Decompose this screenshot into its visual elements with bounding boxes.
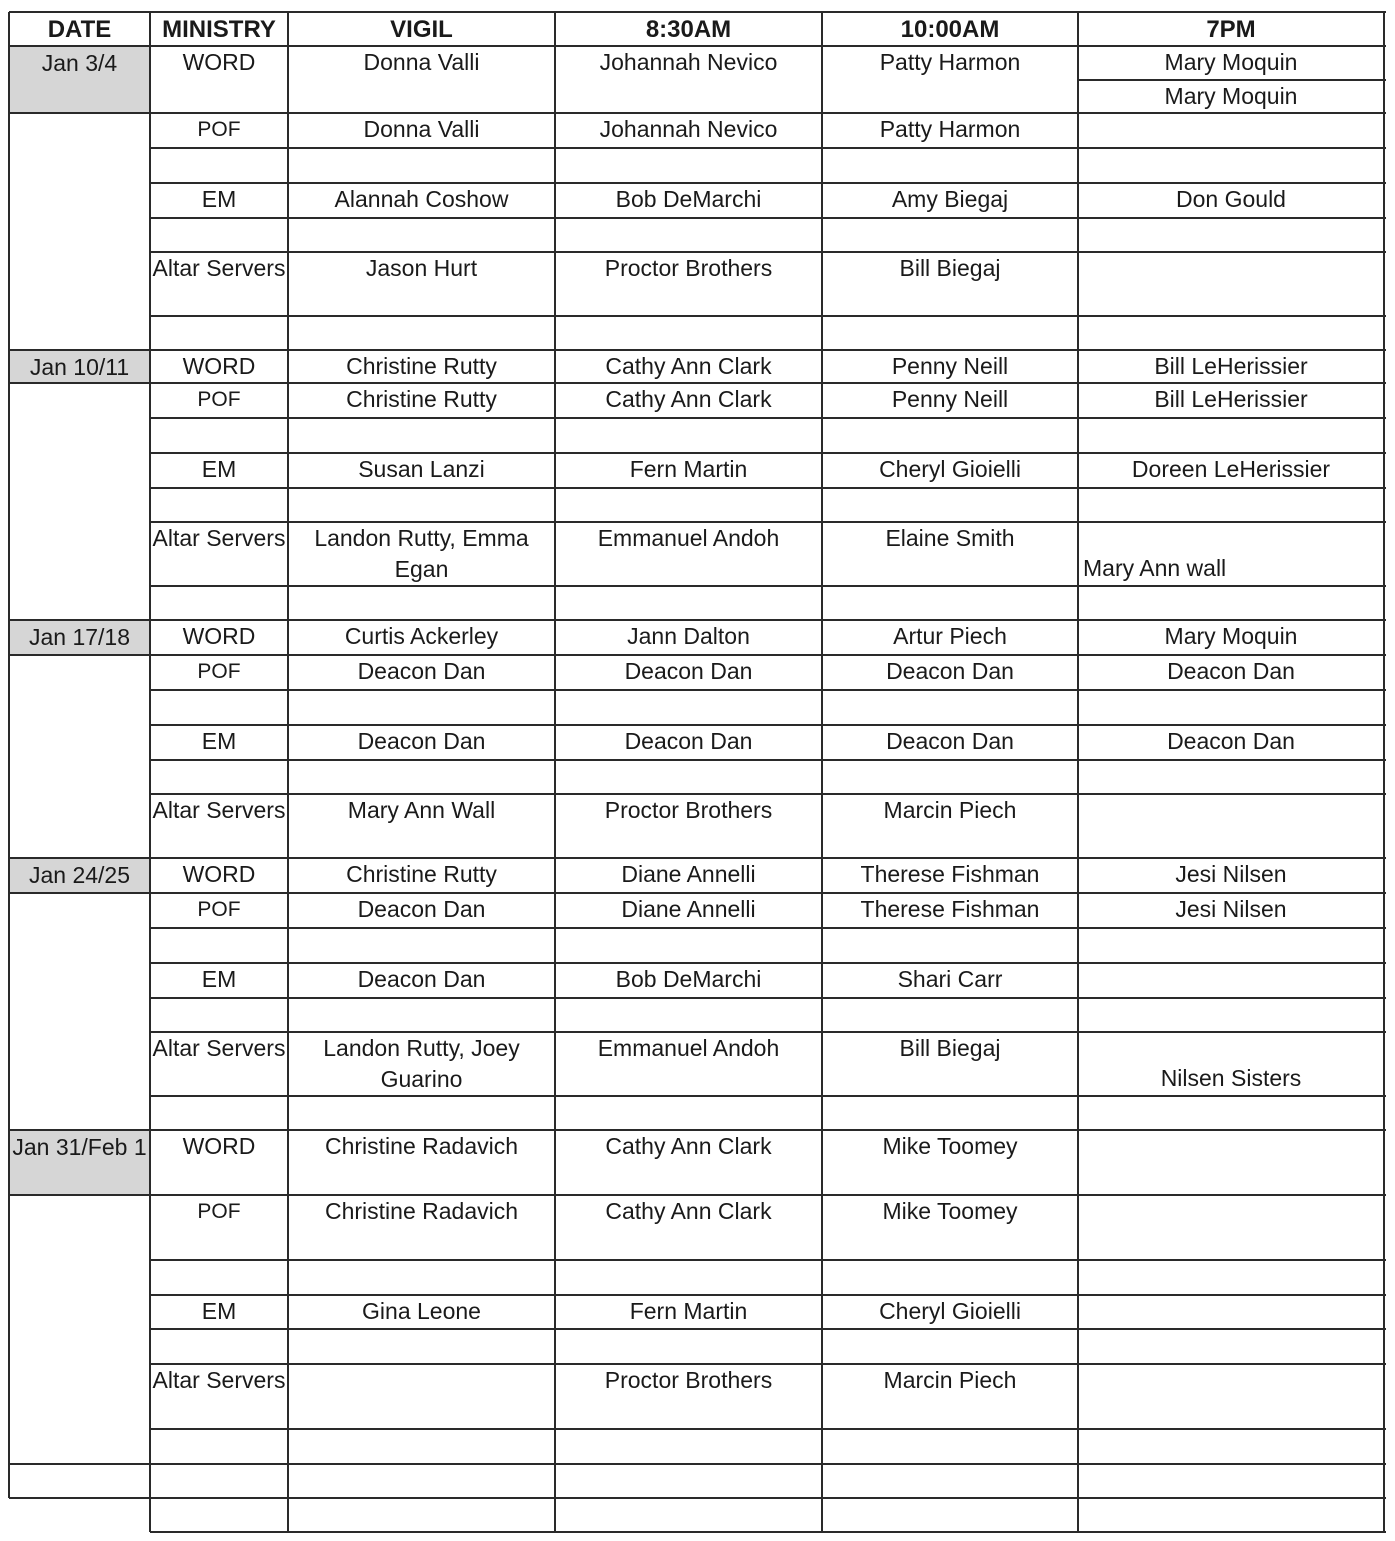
1000am-cell: Penny Neill: [891, 353, 1009, 379]
table-rule: [8, 12, 10, 1498]
830am-cell: Fern Martin: [629, 456, 748, 482]
table-rule: [150, 112, 1386, 114]
table-rule: [150, 585, 1386, 587]
830am-cell: Cathy Ann Clark: [605, 353, 772, 379]
table-rule: [9, 654, 152, 656]
830am-cell: Johannah Nevico: [599, 49, 778, 75]
830am-cell: Deacon Dan: [624, 658, 753, 684]
table-rule: [150, 417, 1386, 419]
table-rule: [150, 1095, 1386, 1097]
table-rule: [9, 1129, 1386, 1131]
830am-cell: Proctor Brothers: [604, 255, 773, 281]
vigil-cell: Curtis Ackerley: [344, 623, 499, 649]
7pm-cell: Doreen LeHerissier: [1131, 456, 1331, 482]
ministry-cell: EM: [201, 728, 237, 754]
7pm-cell: Jesi Nilsen: [1175, 861, 1287, 887]
table-rule: [150, 997, 1386, 999]
ministry-cell: WORD: [182, 623, 256, 649]
ministry-cell: Altar Servers: [152, 797, 286, 823]
1000am-cell: Penny Neill: [891, 386, 1009, 412]
table-rule: [150, 315, 1386, 317]
table-rule: [9, 45, 1386, 47]
table-rule: [9, 349, 1386, 351]
vigil-cell: Christine Radavich: [324, 1198, 519, 1224]
table-rule: [1383, 12, 1385, 1532]
vigil-cell: Landon Rutty, Emma Egan: [314, 525, 529, 582]
830am-cell: Bob DeMarchi: [615, 186, 762, 212]
1000am-cell: Marcin Piech: [883, 797, 1017, 823]
column-header-830am: 8:30AM: [645, 15, 732, 43]
vigil-cell: Deacon Dan: [357, 658, 486, 684]
ministry-cell: Altar Servers: [152, 1035, 286, 1061]
table-rule: [150, 1259, 1386, 1261]
ministry-cell: EM: [201, 456, 237, 482]
830am-cell: Deacon Dan: [624, 728, 753, 754]
table-rule: [150, 689, 1386, 691]
table-rule: [150, 1363, 1386, 1365]
830am-cell: Proctor Brothers: [604, 797, 773, 823]
7pm-cell: Don Gould: [1176, 186, 1286, 212]
table-rule: [150, 1031, 1386, 1033]
column-header-1000am: 10:00AM: [900, 15, 1000, 43]
830am-cell: Cathy Ann Clark: [605, 1198, 772, 1224]
table-rule: [150, 1428, 1386, 1430]
vigil-cell: Donna Valli: [363, 116, 480, 142]
7pm-cell: [1078, 1130, 1384, 1195]
1000am-cell: Patty Harmon: [879, 116, 1021, 142]
column-header-ministry: MINISTRY: [162, 15, 276, 43]
date-cell: Jan 3/4: [9, 47, 150, 112]
vigil-cell: Christine Rutty: [346, 353, 497, 379]
1000am-cell: Mike Toomey: [882, 1198, 1018, 1224]
ministry-cell: Altar Servers: [152, 255, 286, 281]
7pm-cell: Deacon Dan: [1167, 728, 1295, 754]
table-rule: [150, 452, 1386, 454]
ministry-cell: Altar Servers: [152, 1367, 286, 1393]
table-rule: [150, 521, 1386, 523]
ministry-cell: WORD: [182, 861, 256, 887]
table-rule: [9, 1194, 152, 1196]
ministry-cell: POF: [197, 898, 241, 921]
1000am-cell: Patty Harmon: [879, 49, 1021, 75]
830am-cell: Emmanuel Andoh: [597, 525, 780, 551]
830am-cell: Diane Annelli: [621, 896, 756, 922]
table-rule: [9, 1497, 1386, 1499]
7pm-cell: Mary Moquin: [1164, 49, 1298, 75]
1000am-cell: Bill Biegaj: [899, 255, 1001, 281]
table-rule: [9, 1463, 1386, 1465]
1000am-cell: Therese Fishman: [860, 861, 1040, 887]
1000am-cell: Cheryl Gioielli: [879, 456, 1021, 482]
7pm-cell: [1078, 794, 1384, 858]
table-rule: [150, 147, 1386, 149]
1000am-cell: Bill Biegaj: [899, 1035, 1001, 1061]
7pm-cell: Deacon Dan: [1167, 658, 1295, 684]
table-rule: [150, 1328, 1386, 1330]
7pm-cell: [1078, 113, 1384, 148]
date-cell: Jan 10/11: [9, 351, 150, 382]
table-rule: [150, 1194, 1386, 1196]
ministry-cell: EM: [201, 1298, 237, 1324]
table-rule: [1077, 12, 1079, 1532]
vigil-cell: [288, 1364, 555, 1429]
table-rule: [150, 487, 1386, 489]
table-rule: [554, 12, 556, 1532]
table-rule: [150, 382, 1386, 384]
vigil-cell: Landon Rutty, Joey Guarino: [323, 1035, 520, 1092]
7pm-cell: Bill LeHerissier: [1154, 353, 1308, 379]
7pm-cell: [1078, 1195, 1384, 1260]
7pm-cell: [1078, 1295, 1384, 1329]
7pm-cell: Mary Moquin: [1164, 623, 1298, 649]
830am-cell: Johannah Nevico: [599, 116, 778, 142]
7pm-cell: Bill LeHerissier: [1154, 386, 1308, 412]
7pm-cell: Jesi Nilsen: [1175, 896, 1287, 922]
table-rule: [9, 11, 1386, 13]
table-rule: [9, 892, 152, 894]
table-rule: [821, 12, 823, 1532]
vigil-cell: Jason Hurt: [365, 255, 478, 281]
column-header-date: DATE: [47, 15, 112, 43]
table-rule: [150, 724, 1386, 726]
1000am-cell: Therese Fishman: [860, 896, 1040, 922]
table-rule: [150, 892, 1386, 894]
1000am-cell: Mike Toomey: [882, 1133, 1018, 1159]
830am-cell: Jann Dalton: [627, 623, 750, 649]
vigil-cell: Gina Leone: [362, 1298, 481, 1324]
7pm-cell: Mary Ann wall: [1083, 555, 1227, 581]
table-rule: [150, 182, 1386, 184]
830am-cell: Fern Martin: [629, 1298, 748, 1324]
table-rule: [9, 382, 152, 384]
table-rule: [287, 12, 289, 1532]
table-rule: [150, 1294, 1386, 1296]
830am-cell: Cathy Ann Clark: [605, 386, 772, 412]
column-header-7pm: 7PM: [1206, 15, 1256, 43]
vigil-cell: Alannah Coshow: [334, 186, 509, 212]
830am-cell: Diane Annelli: [621, 861, 756, 887]
vigil-cell: Christine Rutty: [346, 861, 497, 887]
table-rule: [150, 962, 1386, 964]
table-rule: [150, 251, 1386, 253]
date-cell: Jan 17/18: [9, 621, 150, 654]
7pm-cell: [1078, 1364, 1384, 1429]
7pm-cell: [1078, 963, 1384, 998]
1000am-cell: Artur Piech: [893, 623, 1007, 649]
table-rule: [150, 927, 1386, 929]
table-rule: [149, 12, 151, 1532]
vigil-cell: Mary Ann Wall: [347, 797, 496, 823]
table-rule: [9, 112, 152, 114]
7pm-cell: [1078, 252, 1384, 316]
date-cell: Jan 24/25: [9, 859, 150, 892]
ministry-cell: EM: [201, 186, 237, 212]
1000am-cell: Cheryl Gioielli: [879, 1298, 1021, 1324]
ministry-cell: WORD: [182, 353, 256, 379]
1000am-cell: Shari Carr: [897, 966, 1003, 992]
table-rule: [150, 217, 1386, 219]
830am-cell: Cathy Ann Clark: [605, 1133, 772, 1159]
date-cell: Jan 31/Feb 1: [9, 1131, 150, 1194]
table-rule: [150, 1531, 1386, 1533]
table-rule: [150, 793, 1386, 795]
vigil-cell: Christine Rutty: [346, 386, 497, 412]
vigil-cell: Christine Radavich: [324, 1133, 519, 1159]
vigil-cell: Deacon Dan: [357, 728, 486, 754]
1000am-cell: Amy Biegaj: [891, 186, 1009, 212]
ministry-cell: WORD: [182, 1133, 256, 1159]
vigil-cell: Susan Lanzi: [358, 456, 485, 482]
ministry-cell: POF: [197, 388, 241, 411]
1000am-cell: Marcin Piech: [883, 1367, 1017, 1393]
vigil-cell: Donna Valli: [363, 49, 480, 75]
table-rule: [150, 654, 1386, 656]
table-rule: [1078, 79, 1386, 81]
table-rule: [150, 759, 1386, 761]
1000am-cell: Deacon Dan: [886, 658, 1014, 684]
7pm-cell: Mary Moquin: [1164, 83, 1298, 109]
1000am-cell: Deacon Dan: [886, 728, 1014, 754]
830am-cell: Emmanuel Andoh: [597, 1035, 780, 1061]
830am-cell: Proctor Brothers: [604, 1367, 773, 1393]
ministry-cell: POF: [197, 1200, 241, 1223]
ministry-cell: WORD: [182, 49, 256, 75]
ministry-cell: POF: [197, 660, 241, 683]
vigil-cell: Deacon Dan: [357, 896, 486, 922]
ministry-cell: Altar Servers: [152, 525, 286, 551]
ministry-schedule-table: [9, 12, 1384, 1532]
1000am-cell: Elaine Smith: [885, 525, 1015, 551]
ministry-cell: POF: [197, 118, 241, 141]
table-rule: [9, 857, 1386, 859]
table-rule: [9, 619, 1386, 621]
column-header-vigil: VIGIL: [390, 15, 453, 43]
vigil-cell: Deacon Dan: [357, 966, 486, 992]
ministry-cell: EM: [201, 966, 237, 992]
830am-cell: Bob DeMarchi: [615, 966, 762, 992]
7pm-cell: Nilsen Sisters: [1160, 1065, 1302, 1091]
